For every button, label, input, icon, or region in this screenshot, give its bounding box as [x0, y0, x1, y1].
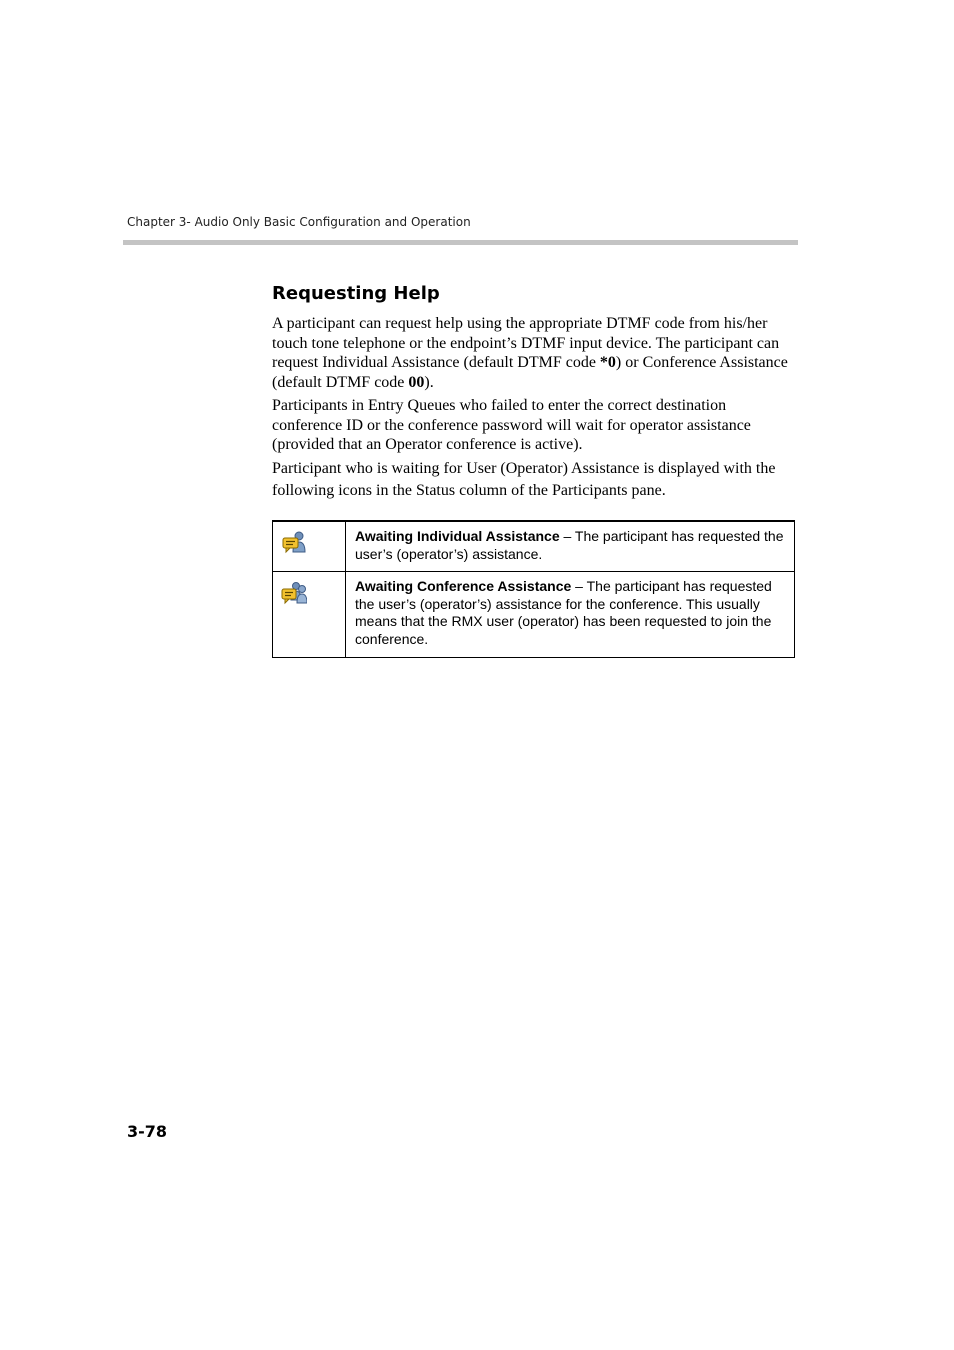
icon-cell: [273, 572, 346, 657]
description-individual-assistance: – The participant has requested the user’s (operator’s) assistance.: [355, 528, 784, 562]
individual-assistance-icon: [281, 530, 345, 554]
dtmf-code-conference: 00: [408, 373, 425, 391]
section-title: Requesting Help: [272, 283, 440, 304]
description-conference-assistance: – The participant has requested the user’s (operator’s) assistance for the conference. This usually means that the RMX user (operator) has been requested to join the conference.: [355, 578, 772, 647]
paragraph-entry-queues: Participants in Entry Queues who failed to enter the correct destination conference ID or the conference password will wait for operator assistance (provided that an Operator conference is active).: [272, 397, 751, 453]
header-rule: [123, 240, 798, 245]
conference-assistance-icon: [281, 580, 345, 606]
page-number: 3-78: [127, 1122, 168, 1141]
paragraph-dtmf-help: [272, 314, 792, 392]
description-cell: [346, 521, 795, 572]
table-row: [273, 521, 795, 572]
description-cell: [346, 572, 795, 657]
icon-cell: [273, 521, 346, 572]
term-conference-assistance: Awaiting Conference Assistance: [355, 578, 572, 595]
assistance-icons-table: [272, 520, 795, 658]
dtmf-code-individual: *0: [599, 354, 616, 371]
term-individual-assistance: Awaiting Individual Assistance: [355, 528, 560, 544]
running-head: Chapter 3- Audio Only Basic Configuration and Operation: [127, 215, 471, 229]
paragraph-status-icons: Participant who is waiting for User (Operator) Assistance is displayed with the following icons in the Status column of the Participants pane.: [272, 460, 776, 499]
table-row: [273, 572, 795, 657]
para1-text-3: ).: [424, 373, 434, 391]
para1-text-2: ) or Conference Assistance (default DTMF code: [272, 354, 788, 391]
para1-text-1: A participant can request help using the appropriate DTMF code from his/her touch tone telephone or the endpoint’s DTMF input device. The participant can request Individual Assistance (default DTMF code: [272, 315, 780, 371]
